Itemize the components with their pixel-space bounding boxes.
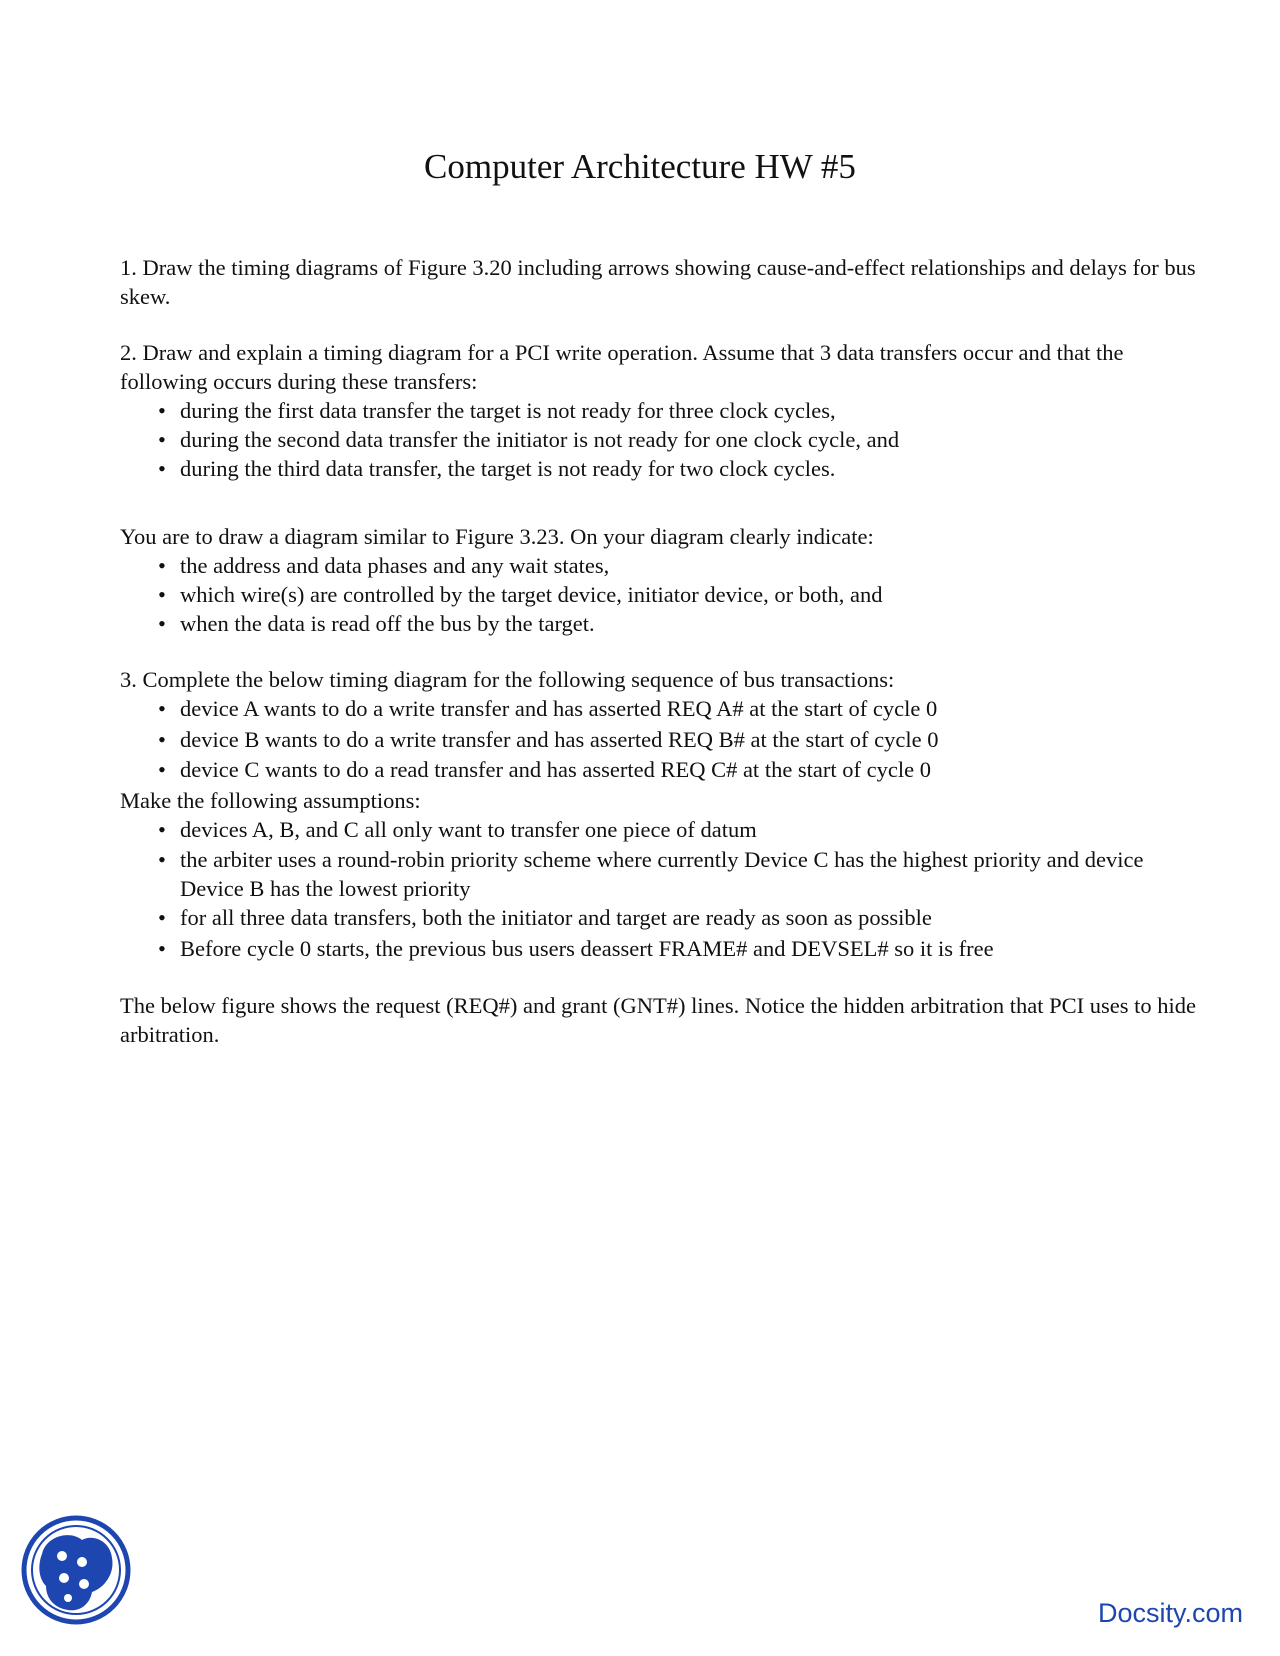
question-2-indicate-bullets xyxy=(120,551,1200,638)
question-2-intro: 2. Draw and explain a timing diagram for a PCI write operation. Assume that 3 data transfers occur and that the following occurs during these transfers: xyxy=(120,340,1124,394)
page-title: Computer Architecture HW #5 xyxy=(424,147,856,186)
list-item: • the arbiter uses a round-robin priority scheme where currently Device C has the highest priority and device Device B has the lowest priority xyxy=(120,845,1200,903)
list-item: • the address and data phases and any wait states, xyxy=(120,551,1200,580)
list-item: • devices A, B, and C all only want to transfer one piece of datum xyxy=(120,815,1200,846)
document-body xyxy=(120,253,1200,1049)
paragraph-gap xyxy=(120,311,1200,338)
list-item: • device C wants to do a read transfer and has asserted REQ C# at the start of cycle 0 xyxy=(120,755,1200,786)
list-item: • during the first data transfer the target is not ready for three clock cycles, xyxy=(120,396,1200,425)
list-item: • Before cycle 0 starts, the previous bus users deassert FRAME# and DEVSEL# so it is free xyxy=(120,934,1200,965)
assumptions-label: Make the following assumptions: xyxy=(120,787,421,813)
list-item: • when the data is read off the bus by the target. xyxy=(120,609,1200,638)
docsity-brand-text[interactable]: Docsity.com xyxy=(1098,1598,1244,1628)
question-2-bullets xyxy=(120,396,1200,483)
list-item: • device A wants to do a write transfer and has asserted REQ A# at the start of cycle 0 xyxy=(120,694,1200,725)
question-1-text: 1. Draw the timing diagrams of Figure 3.20 including arrows showing cause-and-effect relationships and delays for bus skew. xyxy=(120,255,1196,309)
question-2-followup: You are to draw a diagram similar to Figure 3.23. On your diagram clearly indicate: xyxy=(120,524,874,549)
list-item: • which wire(s) are controlled by the target device, initiator device, or both, and xyxy=(120,580,1200,609)
question-3-closing: The below figure shows the request (REQ#) and grant (GNT#) lines. Notice the hidden arbitration that PCI uses to hide arbitration. xyxy=(120,993,1196,1047)
paragraph-gap xyxy=(120,964,1200,991)
docsity-logo-icon xyxy=(20,1514,132,1626)
list-item: • during the second data transfer the initiator is not ready for one clock cycle, and xyxy=(120,425,1200,454)
question-3-intro: 3. Complete the below timing diagram for the following sequence of bus transactions: xyxy=(120,667,895,692)
paragraph-gap xyxy=(120,483,1200,522)
question-3-assumptions xyxy=(120,815,1200,965)
question-3-transactions xyxy=(120,694,1200,786)
list-item: • device B wants to do a write transfer and has asserted REQ B# at the start of cycle 0 xyxy=(120,725,1200,756)
paragraph-gap xyxy=(120,638,1200,665)
list-item: • during the third data transfer, the target is not ready for two clock cycles. xyxy=(120,454,1200,483)
list-item: • for all three data transfers, both the initiator and target are ready as soon as possible xyxy=(120,903,1200,934)
